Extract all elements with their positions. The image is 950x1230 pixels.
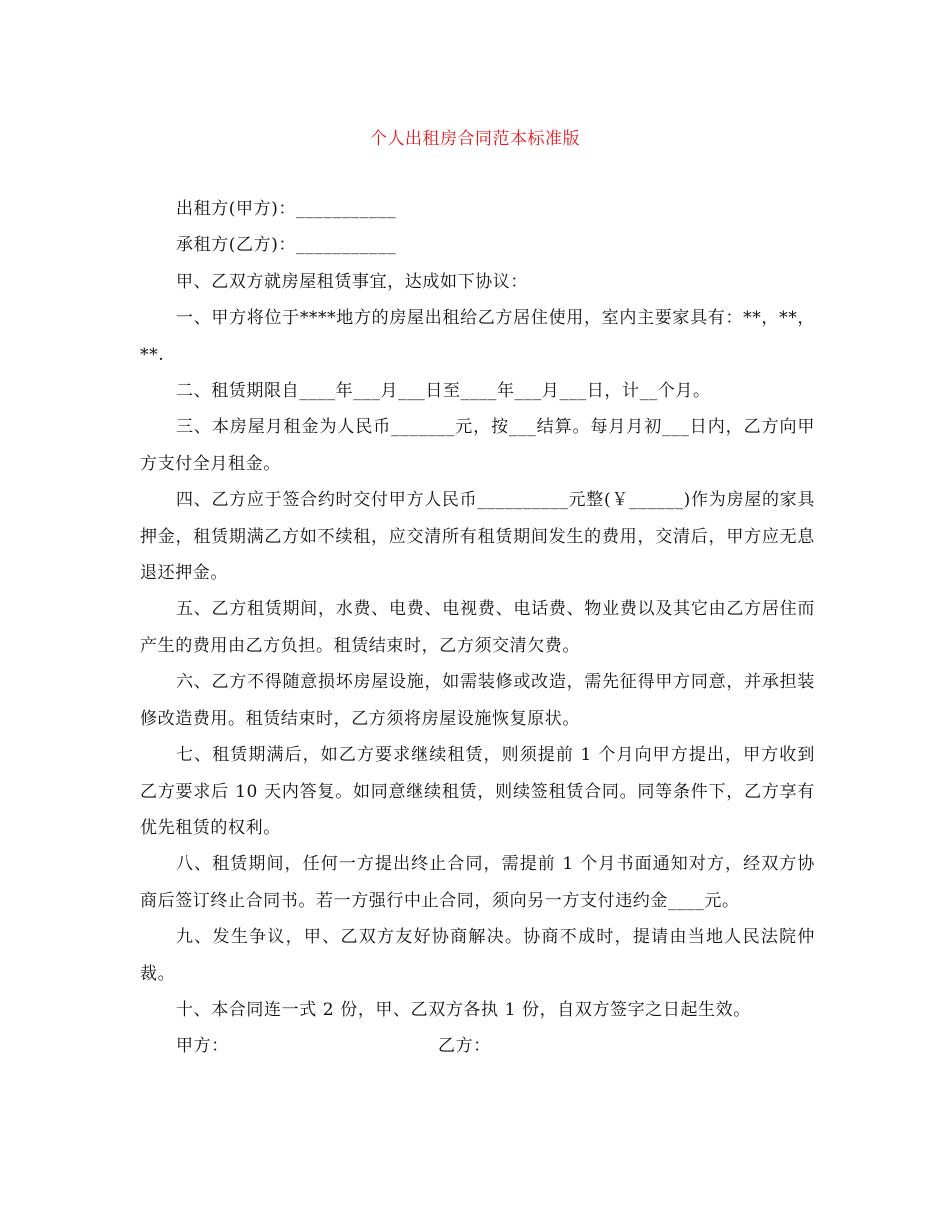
lessor-line: 出租方(甲方)：___________ <box>176 199 397 219</box>
agreement-intro: 甲、乙双方就房屋租赁事宜，达成如下协议： <box>176 271 528 292</box>
document-title: 个人出租房合同范本标准版 <box>370 129 580 149</box>
clause-5: 五、乙方租赁期间，水费、电费、电视费、电话费、物业费以及其它由乙方居住而产生的费用由乙方负担。租赁结束时，乙方须交清欠费。 <box>140 599 815 656</box>
clause-7: 七、租赁期满后，如乙方要求继续租赁，则须提前 1 个月向甲方提出，甲方收到乙方要求后 10 天内答复。如同意继续租赁，则续签租赁合同。同等条件下，乙方享有优先租赁的权利。 <box>140 745 815 838</box>
signature-row <box>140 1028 815 1064</box>
clause-9: 九、发生争议，甲、乙双方友好协商解决。协商不成时，提请由当地人民法院仲裁。 <box>140 927 815 984</box>
contract-body <box>140 191 815 1065</box>
clause-10: 十、本合同连一式 2 份，甲、乙双方各执 1 份，自双方签字之日起生效。 <box>176 999 751 1020</box>
party-a-signature-label: 甲方： <box>176 1036 229 1057</box>
lessee-line: 承租方(乙方)：___________ <box>176 235 397 256</box>
party-b-signature-label: 乙方： <box>438 1036 491 1057</box>
clause-8: 八、租赁期间，任何一方提出终止合同，需提前 1 个月书面通知对方，经双方协商后签订终止合同书。若一方强行中止合同，须向另一方支付违约金____元。 <box>140 854 815 911</box>
clause-4: 四、乙方应于签合约时交付甲方人民币__________元整(￥______)作为房屋的家具押金，租赁期满乙方如不续租，应交清所有租赁期间发生的费用，交清后，甲方应无息退还押金。 <box>140 490 815 584</box>
clause-6: 六、乙方不得随意损坏房屋设施，如需装修或改造，需先征得甲方同意，并承担装修改造费用。租赁结束时，乙方须将房屋设施恢复原状。 <box>140 672 815 729</box>
clause-1: 一、甲方将位于****地方的房屋出租给乙方居住使用，室内主要家具有：**，**，**. <box>140 308 815 365</box>
clause-3: 三、本房屋月租金为人民币_______元，按___结算。每月月初___日内，乙方向甲方支付全月租金。 <box>140 417 815 474</box>
clause-2: 二、租赁期限自____年___月___日至____年___月___日，计__个月。 <box>176 381 711 402</box>
